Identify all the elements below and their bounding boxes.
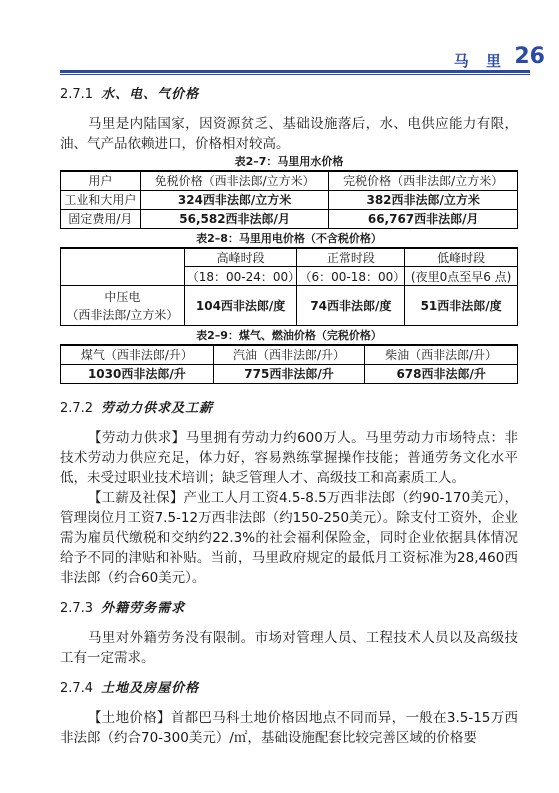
paragraph-text: 首都巴马科土地价格因地点不同而异，一般在3.5-15万西非法郎（约合70-300美元）/㎡，基础设施配套比较完善区域的价格要 [60, 709, 519, 746]
paragraph-tag: 【劳动力供求】 [88, 429, 186, 446]
table-row [61, 364, 518, 383]
table-cell: 56,582西非法郎/月 [140, 209, 329, 228]
paragraph-land-price [60, 708, 518, 748]
table-cell: 324西非法郎/立方米 [140, 190, 329, 209]
section-number: 2.7.3 [60, 600, 94, 616]
section-heading-2-7-4 [60, 678, 518, 700]
section-heading-2-7-2 [60, 398, 518, 420]
page-body [60, 84, 518, 748]
empty-corner-cell [61, 248, 185, 286]
table-header-row [61, 345, 518, 364]
header-cell-peak-range: （18：00-24：00） [184, 267, 297, 286]
header-cell-pretax: 免税价格（西非法郎/立方米） [140, 171, 329, 190]
paragraph-tag: 【土地价格】 [88, 709, 171, 726]
section-title: 水、电、气价格 [101, 87, 200, 102]
table-cell: 382西非法郎/立方米 [329, 190, 518, 209]
table-cell: 1030西非法郎/升 [61, 364, 214, 383]
header-rule-thin [60, 74, 530, 75]
section-heading-2-7-1 [60, 84, 518, 106]
table-cell: 66,767西非法郎/月 [329, 209, 518, 228]
table-cell: 74西非法郎/度 [297, 286, 405, 326]
section-number: 2.7.2 [60, 400, 94, 416]
section-number: 2.7.4 [60, 680, 94, 696]
paragraph-labor-supply [60, 428, 518, 488]
table-cell: 104西非法郎/度 [184, 286, 297, 326]
section-title: 土地及房屋价格 [101, 680, 200, 696]
table-row [61, 286, 518, 326]
page-number: 26 [514, 44, 545, 69]
section-number: 2.7.1 [60, 87, 94, 102]
table-row-label [61, 286, 185, 326]
header-cell-offpeak-range: (夜里0点至早6 点) [405, 267, 518, 286]
table-header-row [61, 248, 518, 267]
header-cell-aftertax: 完税价格（西非法郎/立方米） [329, 171, 518, 190]
header-cell-normal: 正常时段 [297, 248, 405, 267]
header-cell-gas: 煤气（西非法郎/升） [61, 345, 214, 364]
table-cell: 775西非法郎/升 [213, 364, 365, 383]
header-cell-user: 用户 [61, 171, 141, 190]
paragraph-text: 马里拥有劳动力约600万人。马里劳动力市场特点：非技术劳动力供应充足，体力好，容易熟练掌握操作技能；普通劳务文化水平低，未受过职业技术培训；缺乏管理人才、高级技工和高素质工人。 [60, 429, 518, 486]
paragraph-text: 产业工人月工资4.5-8.5万西非法郎（约90-170美元），管理岗位月工资7.5-12万西非法郎（约150-250美元）。除支付工资外，企业需为雇员代缴税和交纳约22.3%的社会福利保险金，同时企业依据具体情况给予不同的津贴和补贴。当前，马里政府规定的最低月工资标准为28,460西非法郎（约合60美元）。 [60, 489, 518, 586]
paragraph-wages [60, 488, 518, 588]
table-header-row [61, 171, 518, 190]
section-title: 劳动力供求及工薪 [101, 400, 214, 416]
table-caption-2-8: 表2–8：马里用电价格（不含税价格） [196, 231, 382, 245]
water-price-table [60, 170, 518, 229]
row-label-line-2: （西非法郎/立方米） [66, 307, 179, 322]
electricity-price-table [60, 247, 518, 327]
table-caption-2-9: 表2–9：煤气、燃油价格（完税价格） [196, 329, 382, 342]
header-cell-petrol: 汽油（西非法郎/升） [213, 345, 365, 364]
page-header [0, 0, 559, 78]
fuel-price-table [60, 344, 518, 384]
running-head-country: 马 里 [453, 52, 507, 70]
table-cell: 固定费用/月 [61, 209, 141, 228]
table-row [61, 209, 518, 228]
header-cell-diesel: 柴油（西非法郎/升） [365, 345, 518, 364]
table-row [61, 190, 518, 209]
table-caption-2-7: 表2–7：马里用水价格 [234, 155, 344, 168]
table-cell: 678西非法郎/升 [365, 364, 518, 383]
section-heading-2-7-3 [60, 598, 518, 620]
section-title: 外籍劳务需求 [101, 600, 186, 616]
header-rule [60, 70, 530, 73]
paragraph-utilities: 马里是内陆国家，因资源贫乏、基础设施落后，水、电供应能力有限，油、气产品依赖进口，价格相对较高。 [60, 116, 518, 152]
table-cell: 工业和大用户 [61, 190, 141, 209]
header-cell-offpeak: 低峰时段 [405, 248, 518, 267]
paragraph-tag: 【工薪及社保】 [88, 489, 184, 506]
row-label-line-1: 中压电 [104, 289, 141, 304]
paragraph-foreign-labor: 马里对外籍劳务没有限制。市场对管理人员、工程技术人员以及高级技工有一定需求。 [60, 629, 518, 666]
table-cell: 51西非法郎/度 [405, 286, 518, 326]
header-cell-normal-range: （6：00-18：00） [297, 267, 405, 286]
header-cell-peak: 高峰时段 [184, 248, 297, 267]
